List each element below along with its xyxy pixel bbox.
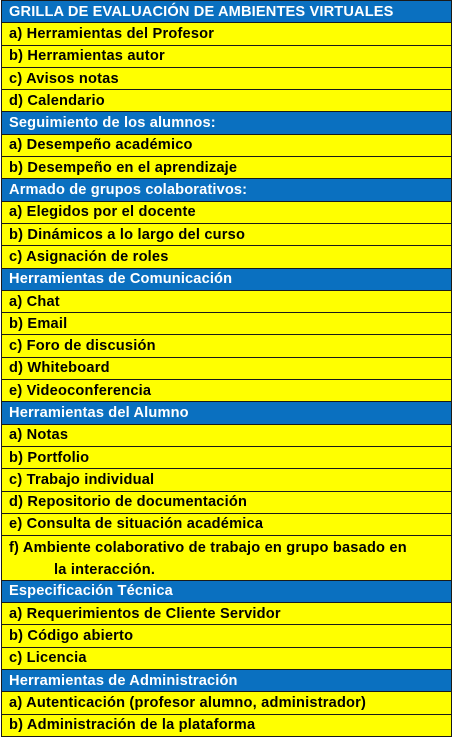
section-title: Herramientas de Administración [9,672,238,689]
list-item [1,536,452,581]
item-label: f) Ambiente colaborativo de trabajo en grupo basado en [9,540,407,557]
list-item [1,202,452,224]
list-item [1,157,452,179]
list-item [1,46,452,68]
item-label: c) Foro de discusión [9,338,156,355]
item-label-wrapped [9,537,407,581]
item-label: d) Calendario [9,92,105,109]
section-header [1,402,452,424]
item-label: d) Repositorio de documentación [9,494,248,511]
list-item [1,447,452,469]
list-item [1,23,452,45]
list-item [1,648,452,670]
item-label: c) Asignación de roles [9,248,169,265]
item-label: a) Chat [9,293,60,310]
item-label: c) Trabajo individual [9,471,155,488]
item-label: b) Email [9,315,68,332]
list-item [1,625,452,647]
section-title: Herramientas de Comunicación [9,271,233,288]
list-item [1,380,452,402]
item-label: b) Herramientas autor [9,48,165,65]
section-header [1,581,452,603]
item-label: e) Consulta de situación académica [9,516,264,533]
section-header [1,269,452,291]
section-title: Armado de grupos colaborativos: [9,182,248,199]
section-title: Herramientas del Alumno [9,404,189,421]
list-item [1,335,452,357]
item-label: b) Dinámicos a lo largo del curso [9,226,246,243]
grid-title-row [1,1,452,23]
item-label: b) Código abierto [9,627,134,644]
list-item [1,692,452,714]
section-header [1,179,452,201]
list-item [1,90,452,112]
section-title: Seguimiento de los alumnos: [9,115,216,132]
list-item [1,224,452,246]
item-label-continuation: la interacción. [54,562,156,579]
list-item [1,603,452,625]
item-label: a) Notas [9,427,69,444]
section-title: Especificación Técnica [9,583,173,600]
list-item [1,68,452,90]
section-header [1,112,452,134]
list-item [1,715,452,737]
item-label: b) Desempeño en el aprendizaje [9,159,238,176]
list-item [1,358,452,380]
list-item [1,246,452,268]
item-label: d) Whiteboard [9,360,110,377]
list-item [1,469,452,491]
grid-title: GRILLA DE EVALUACIÓN DE AMBIENTES VIRTUALES [9,3,394,20]
item-label: a) Requerimientos de Cliente Servidor [9,605,281,622]
item-label: b) Portfolio [9,449,90,466]
evaluation-grid [1,0,452,737]
list-item [1,313,452,335]
list-item [1,514,452,536]
list-item [1,492,452,514]
list-item [1,291,452,313]
item-label: b) Administración de la plataforma [9,717,256,734]
item-label: a) Autenticación (profesor alumno, administrador) [9,694,367,711]
list-item [1,135,452,157]
item-label: c) Licencia [9,650,87,667]
list-item [1,425,452,447]
item-label: a) Elegidos por el docente [9,204,196,221]
item-label: e) Videoconferencia [9,382,152,399]
item-label: a) Desempeño académico [9,137,193,154]
item-label: a) Herramientas del Profesor [9,25,215,42]
section-header [1,670,452,692]
item-label: c) Avisos notas [9,70,119,87]
